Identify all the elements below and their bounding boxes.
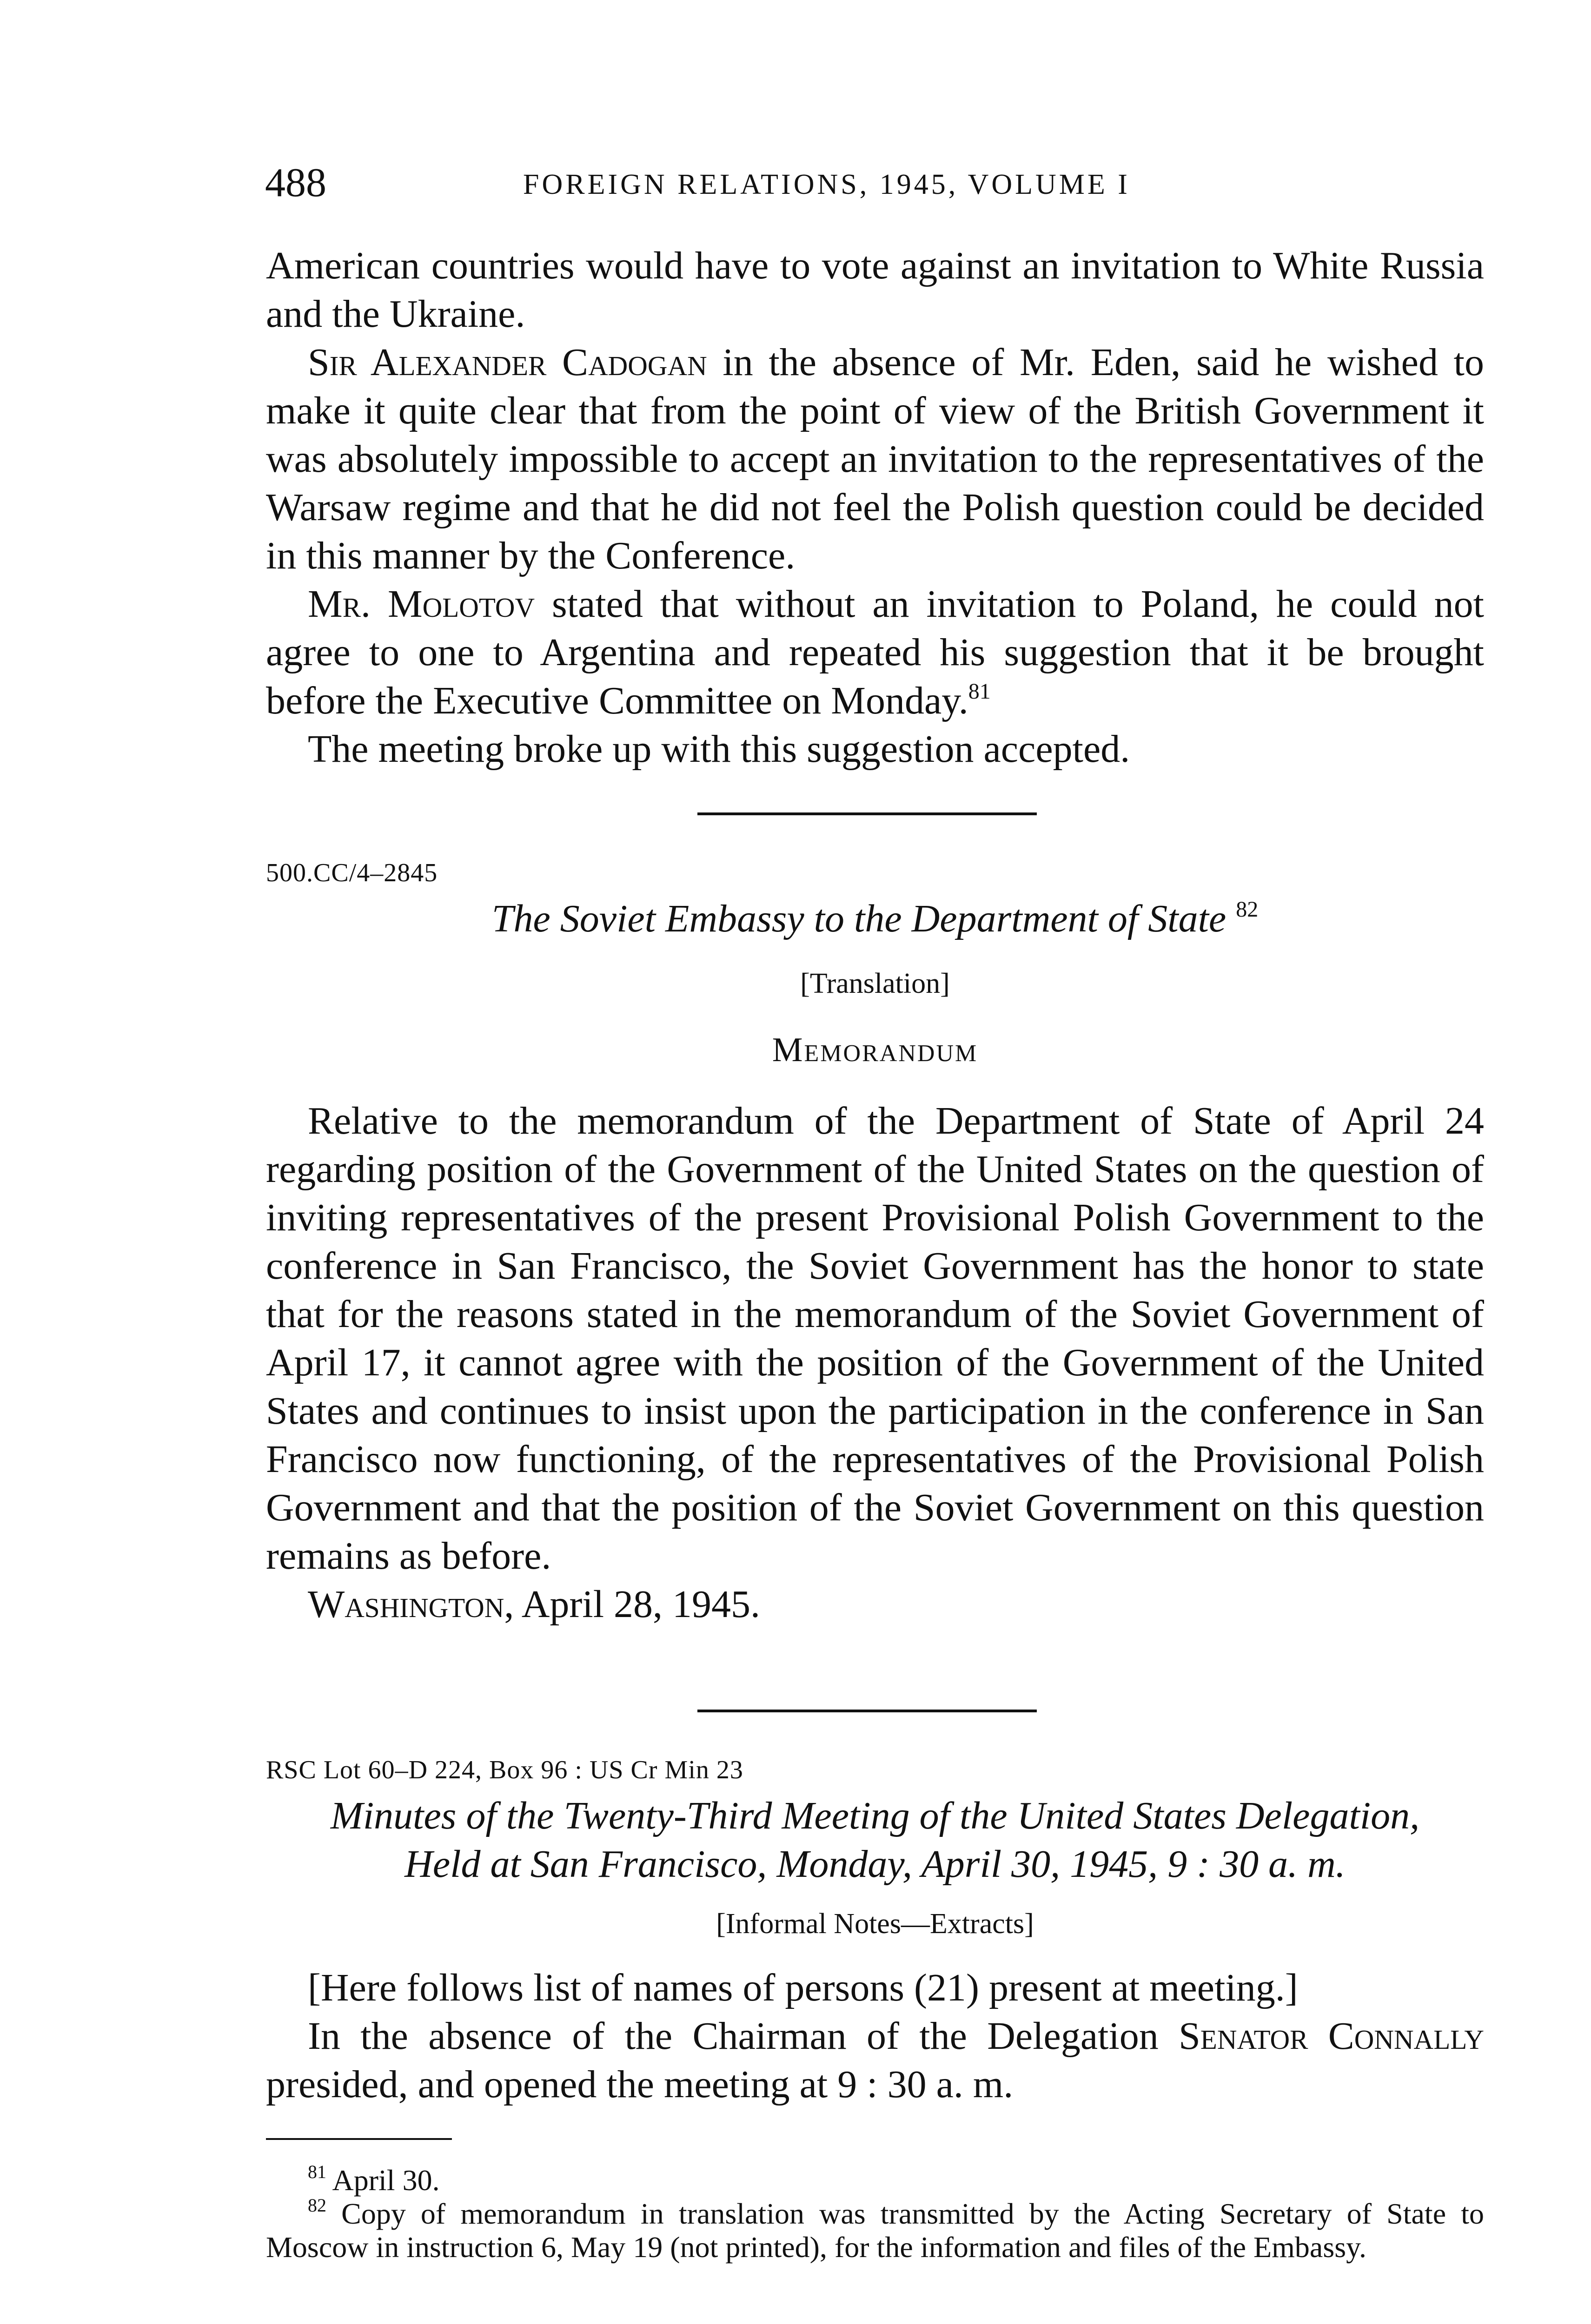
footnote-82: [266, 2197, 1484, 2264]
memorandum-heading: Memorandum: [772, 1031, 978, 1069]
paragraph-text: stated that without an invitation to Poland, he could not agree to one to Argentina and repeated his suggestion that it be brought before the Executive Committee on Monday.: [266, 582, 1484, 722]
paragraph-cadogan: [266, 338, 1484, 580]
minutes-title-line2: Held at San Francisco, Monday, April 30, 1945, 9 : 30 a. m.: [404, 1842, 1346, 1886]
document-title-text: The Soviet Embassy to the Department of State: [491, 897, 1226, 940]
running-title: FOREIGN RELATIONS, 1945, VOLUME I: [523, 169, 1130, 200]
presiding-paragraph: [266, 2012, 1484, 2109]
document-title: [266, 895, 1484, 943]
speaker-name: Mr. Molotov: [308, 582, 535, 626]
informal-notes-note: [Informal Notes—Extracts]: [716, 1908, 1034, 1940]
footnote-81: [266, 2161, 1484, 2197]
footnote-number: 82: [308, 2195, 326, 2216]
file-reference: 500.CC/4–2845: [266, 858, 438, 887]
footnote-text: Copy of memorandum in translation was transmitted by the Acting Secretary of State to Moscow in instruction 6, May 19 (not printed), for the information and files of the Embassy.: [266, 2197, 1485, 2264]
dateline-date: , April 28, 1945.: [504, 1583, 761, 1626]
footnotes: [266, 2161, 1485, 2264]
paragraph-american-countries: American countries would have to vote against an invitation to White Russia and the Ukraine.: [266, 244, 1484, 336]
dateline-place: Washington: [308, 1583, 504, 1626]
file-reference: RSC Lot 60–D 224, Box 96 : US Cr Min 23: [266, 1756, 743, 1784]
minutes-body: [266, 1964, 1484, 2109]
memorandum-body: [266, 1097, 1484, 1629]
presiding-senator: Senator Connally: [1179, 2014, 1485, 2058]
speaker-name: Sir Alexander Cadogan: [308, 341, 707, 384]
footnote-number: 81: [308, 2161, 326, 2182]
paragraph-text: In the absence of the Chairman of the Delegation: [308, 2014, 1179, 2058]
page-number: 488: [265, 160, 326, 205]
paragraph-molotov: [266, 580, 1484, 725]
paragraph-meeting-end: The meeting broke up with this suggestion accepted.: [308, 727, 1130, 771]
footnote-text: April 30.: [332, 2164, 440, 2197]
attendance-paragraph: [Here follows list of names of persons (21) present at meeting.]: [308, 1966, 1298, 2009]
dateline: [266, 1580, 1484, 1629]
footnote-divider: [266, 2138, 452, 2140]
paragraph-text: in the absence of Mr. Eden, said he wished to make it quite clear that from the point of view of the British Government it was absolutely impossible to accept an invitation to the representatives of the Warsaw regime and that he did not feel the Polish question could be decided in this manner by the Conference.: [266, 341, 1485, 577]
minutes-title: [266, 1792, 1484, 1888]
memorandum-paragraph: Relative to the memorandum of the Department of State of April 24 regarding position of the Government of the United States on the question of inviting representatives of the present Provisional Polish Government to the conference in San Francisco, the Soviet Government has the honor to state that for the reasons stated in the memorandum of the Soviet Government of April 17, it cannot agree with the position of the Government of the United States and continues to insist upon the participation in the conference in San Francisco now functioning, of the representatives of the Provisional Polish Government and that the position of the Soviet Government on this question remains as before.: [266, 1099, 1484, 1578]
paragraph-text: presided, and opened the meeting at 9 : 30 a. m.: [266, 2063, 1014, 2106]
footnote-reference: 81: [968, 679, 991, 704]
footnote-reference: 82: [1236, 897, 1259, 922]
section-divider: [697, 1710, 1037, 1712]
minutes-title-line1: Minutes of the Twenty-Third Meeting of the United States Delegation,: [330, 1794, 1420, 1837]
translation-note: [Translation]: [800, 968, 950, 999]
meeting-continuation: [266, 242, 1484, 773]
section-divider: [697, 812, 1037, 815]
